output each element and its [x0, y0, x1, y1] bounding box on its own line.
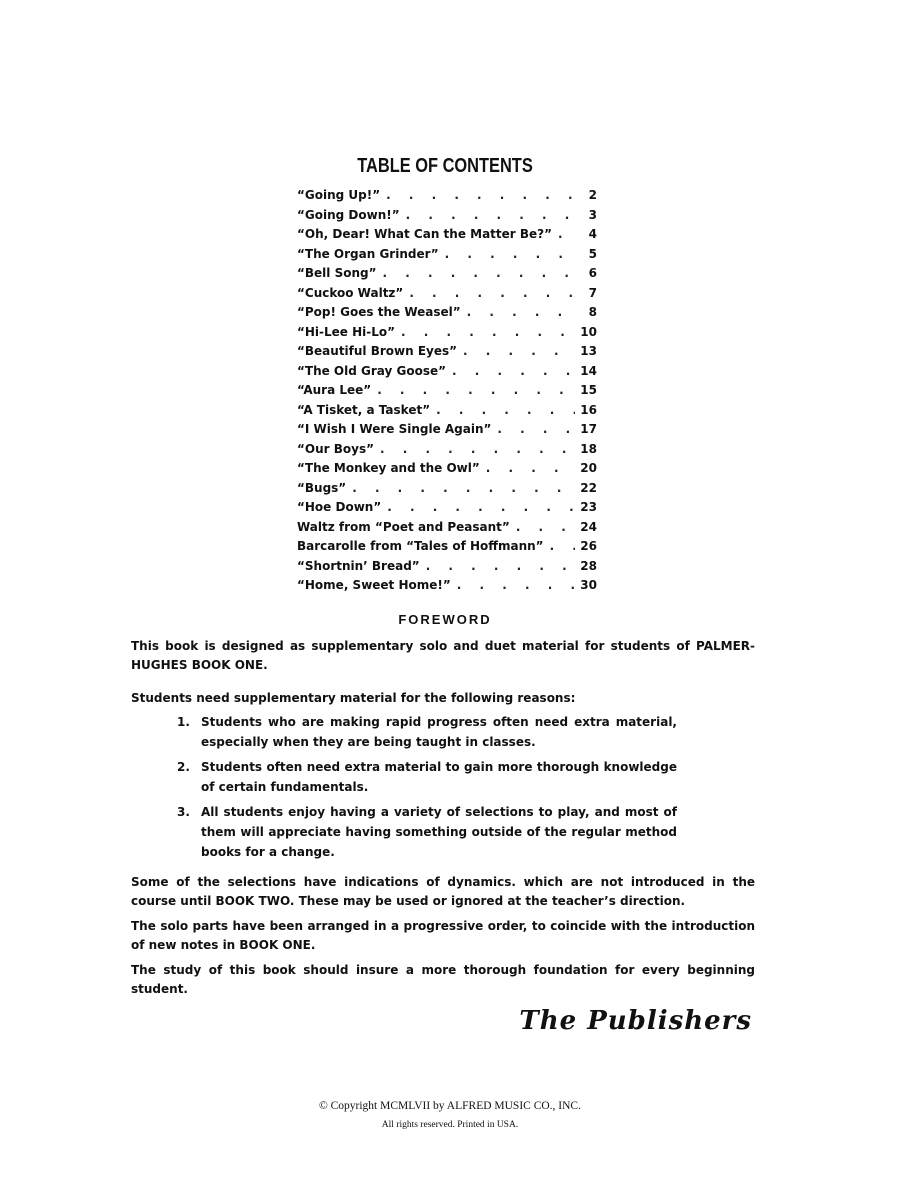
toc-entry-page: 24 — [580, 519, 597, 534]
toc-entry-title: “Going Up!” — [297, 188, 381, 202]
toc-entry — [297, 442, 597, 462]
reason-text: All students enjoy having a variety of selections to play, and most of them will appreciate having something outside of the regular method books for a change. — [201, 805, 677, 859]
foreword-reasons-lead: Students need supplementary material for the following reasons: — [131, 691, 576, 705]
toc-leader-dots — [552, 227, 575, 241]
toc-leader-dots — [446, 364, 575, 378]
toc-leader-dots — [491, 422, 575, 436]
toc-leader-dots — [371, 383, 575, 397]
toc-leader-dots — [457, 344, 575, 358]
toc-entry — [297, 344, 597, 364]
toc-entry-title: “Pop! Goes the Weasel” — [297, 305, 461, 319]
toc-entry-title: “Home, Sweet Home!” — [297, 578, 451, 592]
copyright-line: © Copyright MCMLVII by ALFRED MUSIC CO., INC. — [319, 1100, 581, 1112]
toc-entry-title: “The Old Gray Goose” — [297, 363, 447, 378]
reason-item — [177, 712, 677, 752]
toc-entry-page: 14 — [580, 363, 597, 378]
toc-entry — [297, 383, 597, 403]
foreword-closing: The study of this book should insure a more thorough foundation for every beginning student. — [131, 963, 755, 996]
foreword-order-note: The solo parts have been arranged in a progressive order, to coincide with the introduction of new notes in BOOK ONE. — [131, 919, 755, 952]
toc-leader-dots — [400, 208, 575, 222]
toc-leader-dots — [395, 325, 575, 339]
toc-leader-dots — [420, 559, 575, 573]
toc-entry-title: “I Wish I Were Single Again” — [297, 422, 492, 436]
toc-entry-title: “Cuckoo Waltz” — [297, 285, 404, 300]
foreword-title: FOREWORD — [398, 612, 492, 627]
toc-entry-page: 18 — [580, 441, 597, 456]
toc-entry-title: “Our Boys” — [297, 441, 374, 456]
toc-entry-title: “Hoe Down” — [297, 500, 382, 514]
toc-entry — [297, 539, 597, 559]
toc-entry-title: “Hi-Lee Hi-Lo” — [297, 324, 396, 339]
toc-leader-dots — [544, 539, 575, 553]
toc-entry — [297, 481, 597, 501]
toc-entry-page: 17 — [580, 422, 597, 436]
toc-entry — [297, 461, 597, 481]
toc-entry-page: 20 — [580, 461, 597, 475]
toc-entry-page: 10 — [580, 324, 597, 339]
toc-entry — [297, 266, 597, 286]
toc-entry-page: 22 — [580, 480, 597, 495]
toc-entry — [297, 520, 597, 540]
reason-number: 2. — [177, 760, 190, 774]
toc-entry-title: “Going Down!” — [297, 207, 400, 222]
toc-entry — [297, 227, 597, 247]
toc-leader-dots — [346, 481, 575, 495]
toc-entry-title: “Bugs” — [297, 480, 347, 495]
toc-entry-page: 7 — [588, 285, 597, 300]
toc-title: TABLE OF CONTENTS — [357, 155, 533, 177]
toc-entry-page: 2 — [588, 188, 597, 202]
toc-entry — [297, 325, 597, 345]
toc-entry — [297, 305, 597, 325]
toc-leader-dots — [430, 403, 575, 417]
toc-entry-title: “Bell Song” — [297, 266, 377, 280]
foreword-intro: This book is designed as supplementary solo and duet material for students of PALMER-HUGHES BOOK ONE. — [131, 639, 755, 672]
publisher-signature: The Publishers — [519, 1006, 752, 1036]
toc-entry-page: 30 — [580, 578, 597, 592]
toc-entry-page: 16 — [580, 402, 597, 417]
toc-entry — [297, 364, 597, 384]
toc-leader-dots — [380, 188, 575, 202]
toc-entry-title: “Shortnin’ Bread” — [297, 558, 420, 573]
toc-list — [297, 188, 597, 598]
reason-item — [177, 802, 677, 862]
reasons-list — [177, 712, 677, 867]
toc-leader-dots — [376, 266, 575, 280]
toc-entry-title: Waltz from “Poet and Peasant” — [297, 519, 510, 534]
toc-entry-page: 26 — [580, 539, 597, 553]
toc-entry — [297, 208, 597, 228]
toc-leader-dots — [439, 247, 575, 261]
foreword-dynamics-note: Some of the selections have indications of dynamics. which are not introduced in the course until BOOK TWO. These may be used or ignored at the teacher’s direction. — [131, 875, 755, 908]
toc-entry — [297, 247, 597, 267]
toc-leader-dots — [451, 578, 575, 592]
toc-entry — [297, 286, 597, 306]
toc-entry-title: “Aura Lee” — [297, 383, 372, 397]
toc-entry-page: 13 — [580, 344, 597, 358]
rights-line: All rights reserved. Printed in USA. — [381, 1120, 519, 1130]
toc-entry — [297, 500, 597, 520]
toc-leader-dots — [480, 461, 575, 475]
toc-entry-title: “Beautiful Brown Eyes” — [297, 344, 458, 358]
toc-entry-title: “Oh, Dear! What Can the Matter Be?” — [297, 227, 553, 241]
toc-entry-page: 3 — [588, 207, 597, 222]
toc-entry — [297, 559, 597, 579]
toc-entry — [297, 403, 597, 423]
toc-entry-page: 8 — [588, 305, 597, 319]
toc-entry-page: 15 — [580, 383, 597, 397]
toc-entry — [297, 188, 597, 208]
toc-leader-dots — [461, 305, 575, 319]
toc-entry-page: 6 — [588, 266, 597, 280]
reason-text: Students often need extra material to gain more thorough knowledge of certain fundamentals. — [201, 760, 677, 794]
reason-text: Students who are making rapid progress often need extra material, especially when they are being taught in classes. — [201, 715, 677, 749]
reason-number: 1. — [177, 715, 190, 729]
toc-entry-page: 23 — [580, 500, 597, 514]
reason-item — [177, 757, 677, 797]
toc-entry-title: “The Organ Grinder” — [297, 246, 439, 261]
toc-entry-page: 5 — [588, 246, 597, 261]
reason-number: 3. — [177, 805, 190, 819]
toc-entry-title: Barcarolle from “Tales of Hoffmann” — [297, 539, 544, 553]
toc-leader-dots — [510, 520, 575, 534]
toc-entry-title: “The Monkey and the Owl” — [297, 461, 480, 475]
toc-entry-page: 28 — [580, 558, 597, 573]
toc-entry-title: “A Tisket, a Tasket” — [297, 402, 431, 417]
toc-entry — [297, 578, 597, 598]
toc-entry-page: 4 — [588, 227, 597, 241]
toc-leader-dots — [374, 442, 575, 456]
toc-leader-dots — [381, 500, 575, 514]
toc-entry — [297, 422, 597, 442]
toc-leader-dots — [403, 286, 575, 300]
